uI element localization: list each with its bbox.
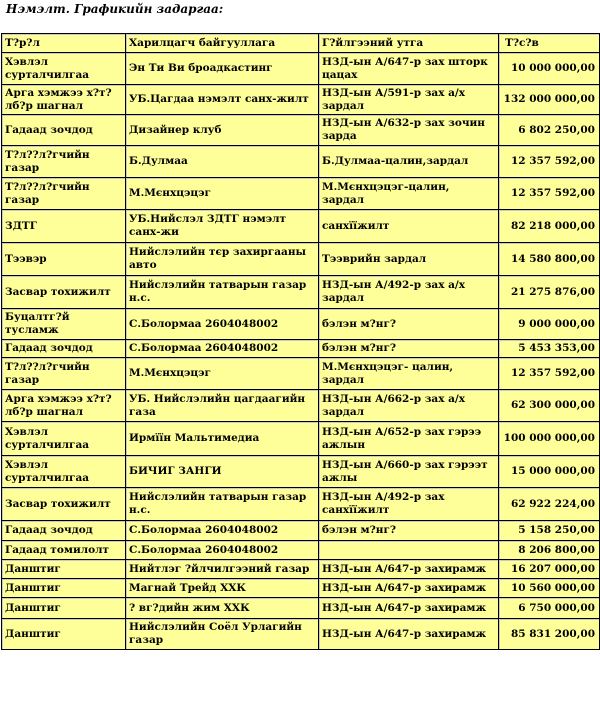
cell-purpose: санхїїжилт xyxy=(319,210,499,243)
cell-partner: УБ. Нийслэлийн цагдаагийн газа xyxy=(126,390,319,422)
column-header-partner: Харилцагч байгууллага xyxy=(126,34,319,53)
table-row xyxy=(2,521,600,541)
cell-budget: 85 831 200,00 xyxy=(499,619,600,650)
cell-budget: 9 000 000,00 xyxy=(499,309,600,340)
cell-partner: БИЧИГ ЗАНГИ xyxy=(126,456,319,488)
cell-partner: Дизайнер клуб xyxy=(126,115,319,146)
cell-purpose: НЗД-ын А/647-р захирамж xyxy=(319,619,499,650)
cell-type: Арга хэмжээ х?т?лб?р шагнал xyxy=(2,390,126,422)
cell-type: Гадаад томилолт xyxy=(2,541,126,560)
cell-budget: 16 207 000,00 xyxy=(499,560,600,579)
column-header-purpose: Г?йлгээний утга xyxy=(319,34,499,53)
cell-budget: 15 000 000,00 xyxy=(499,456,600,488)
table-row xyxy=(2,115,600,146)
cell-budget: 10 000 000,00 xyxy=(499,53,600,85)
cell-budget: 100 000 000,00 xyxy=(499,422,600,456)
table-row xyxy=(2,390,600,422)
column-header-type: Т?р?л xyxy=(2,34,126,53)
table-row xyxy=(2,276,600,309)
cell-purpose: Б.Дулмаа-цалин,зардал xyxy=(319,146,499,178)
cell-purpose: НЗД-ын А/632-р зах зочин зарда xyxy=(319,115,499,146)
cell-partner: М.Мєнхцэцэг xyxy=(126,358,319,390)
cell-type: Т?л??л?гчийн газар xyxy=(2,146,126,178)
cell-type: Хэвлэл сурталчилгаа xyxy=(2,422,126,456)
table-row xyxy=(2,178,600,210)
table-row xyxy=(2,53,600,85)
cell-purpose: НЗД-ын А/647-р захирамж xyxy=(319,579,499,598)
cell-budget: 82 218 000,00 xyxy=(499,210,600,243)
cell-purpose: НЗД-ын А/662-р зах а/х зардал xyxy=(319,390,499,422)
cell-type: Буцалтг?й тусламж xyxy=(2,309,126,340)
cell-budget: 5 453 353,00 xyxy=(499,340,600,358)
table-row xyxy=(2,210,600,243)
table-row xyxy=(2,456,600,488)
cell-purpose: НЗД-ын А/652-р зах гэрээ ажлын xyxy=(319,422,499,456)
cell-type: Гадаад зочдод xyxy=(2,521,126,541)
table-row xyxy=(2,488,600,521)
cell-partner: Нийтлэг ?йлчилгээний газар xyxy=(126,560,319,579)
cell-purpose xyxy=(319,541,499,560)
cell-partner: М.Мєнхцэцэг xyxy=(126,178,319,210)
table-row xyxy=(2,619,600,650)
cell-budget: 6 802 250,00 xyxy=(499,115,600,146)
cell-partner: С.Болормаа 2604048002 xyxy=(126,340,319,358)
cell-type: Гадаад зочдод xyxy=(2,115,126,146)
cell-type: Т?л??л?гчийн газар xyxy=(2,358,126,390)
cell-partner: Нийслэлийн татварын газар н.с. xyxy=(126,276,319,309)
cell-purpose: НЗД-ын А/647-р захирамж xyxy=(319,598,499,619)
cell-purpose: НЗД-ын А/591-р зах а/х зардал xyxy=(319,85,499,115)
cell-partner: Эн Ти Ви броадкастинг xyxy=(126,53,319,85)
table-row xyxy=(2,422,600,456)
page-title: Нэмэлт. Графикийн задаргаа: xyxy=(6,2,224,16)
cell-budget: 12 357 592,00 xyxy=(499,178,600,210)
cell-purpose: бэлэн м?нг? xyxy=(319,521,499,541)
cell-type: Засвар тохижилт xyxy=(2,276,126,309)
cell-type: Засвар тохижилт xyxy=(2,488,126,521)
cell-type: Хэвлэл сурталчилгаа xyxy=(2,456,126,488)
cell-type: Данштиг xyxy=(2,579,126,598)
column-header-budget: Т?с?в xyxy=(499,34,600,53)
table-row xyxy=(2,358,600,390)
cell-partner: Ирмїїн Мальтимедиа xyxy=(126,422,319,456)
cell-purpose: бэлэн м?нг? xyxy=(319,340,499,358)
cell-budget: 62 300 000,00 xyxy=(499,390,600,422)
cell-budget: 21 275 876,00 xyxy=(499,276,600,309)
table-row xyxy=(2,541,600,560)
table-row xyxy=(2,85,600,115)
cell-type: ЗДТГ xyxy=(2,210,126,243)
cell-budget: 62 922 224,00 xyxy=(499,488,600,521)
cell-partner: Нийслэлийн татварын газар н.с. xyxy=(126,488,319,521)
cell-partner: УБ.Нийслэл ЗДТГ нэмэлт санх-жи xyxy=(126,210,319,243)
cell-partner: Нийслэлийн тєр захиргааны авто xyxy=(126,243,319,276)
cell-type: Данштиг xyxy=(2,598,126,619)
table-row xyxy=(2,340,600,358)
cell-partner: Магнай Трейд ХХК xyxy=(126,579,319,598)
cell-type: Данштиг xyxy=(2,560,126,579)
cell-partner: С.Болормаа 2604048002 xyxy=(126,541,319,560)
table-row xyxy=(2,560,600,579)
cell-partner: Нийслэлийн Соёл Урлагийн газар xyxy=(126,619,319,650)
cell-purpose: НЗД-ын А/647-р захирамж xyxy=(319,560,499,579)
table-row xyxy=(2,146,600,178)
cell-purpose: НЗД-ын А/660-р зах гэрээт ажлы xyxy=(319,456,499,488)
cell-type: Гадаад зочдод xyxy=(2,340,126,358)
cell-budget: 5 158 250,00 xyxy=(499,521,600,541)
table-header-row xyxy=(2,34,600,53)
cell-budget: 14 580 800,00 xyxy=(499,243,600,276)
table-row xyxy=(2,598,600,619)
cell-partner: С.Болормаа 2604048002 xyxy=(126,521,319,541)
cell-budget: 12 357 592,00 xyxy=(499,146,600,178)
cell-purpose: НЗД-ын А/492-р зах а/х зардал xyxy=(319,276,499,309)
cell-budget: 6 750 000,00 xyxy=(499,598,600,619)
budget-breakdown-table xyxy=(1,33,600,650)
cell-purpose: М.Мєнхцэцэг-цалин, зардал xyxy=(319,178,499,210)
table-row xyxy=(2,309,600,340)
table-row xyxy=(2,579,600,598)
cell-type: Арга хэмжээ х?т?лб?р шагнал xyxy=(2,85,126,115)
cell-budget: 12 357 592,00 xyxy=(499,358,600,390)
cell-purpose: М.Мєнхцэцэг- цалин, зардал xyxy=(319,358,499,390)
table-body xyxy=(2,53,600,650)
cell-type: Тээвэр xyxy=(2,243,126,276)
cell-budget: 132 000 000,00 xyxy=(499,85,600,115)
cell-budget: 10 560 000,00 xyxy=(499,579,600,598)
table-row xyxy=(2,243,600,276)
cell-budget: 8 206 800,00 xyxy=(499,541,600,560)
cell-purpose: НЗД-ын А/492-р зах санхїїжилт xyxy=(319,488,499,521)
cell-type: Данштиг xyxy=(2,619,126,650)
cell-purpose: Тээврийн зардал xyxy=(319,243,499,276)
cell-partner: УБ.Цагдаа нэмэлт санх-жилт xyxy=(126,85,319,115)
cell-partner: Б.Дулмаа xyxy=(126,146,319,178)
cell-partner: С.Болормаа 2604048002 xyxy=(126,309,319,340)
cell-type: Хэвлэл сурталчилгаа xyxy=(2,53,126,85)
cell-purpose: НЗД-ын А/647-р зах шторк цацах xyxy=(319,53,499,85)
cell-purpose: бэлэн м?нг? xyxy=(319,309,499,340)
cell-type: Т?л??л?гчийн газар xyxy=(2,178,126,210)
cell-partner: ? вг?дийн жим ХХК xyxy=(126,598,319,619)
